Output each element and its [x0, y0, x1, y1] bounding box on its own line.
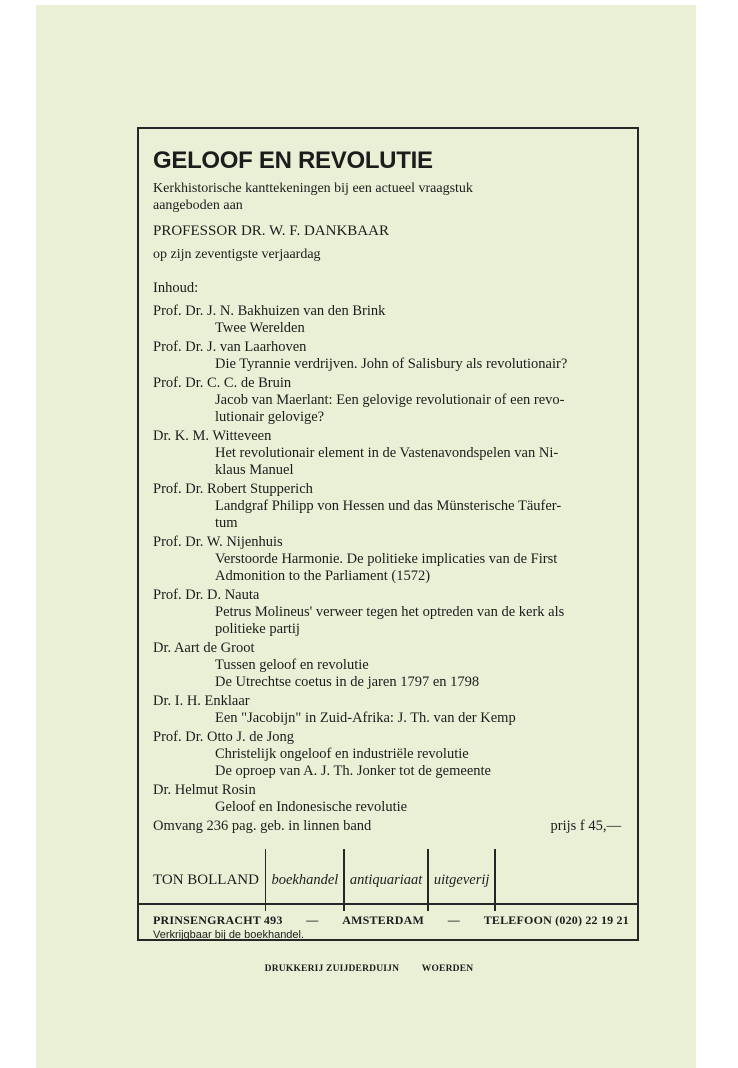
- essay-title-line: Landgraf Philipp von Hessen und das Münsterische Täufer-: [215, 498, 562, 514]
- essay-title-line: Admonition to the Parliament (1572): [215, 568, 431, 584]
- essay-title-line: Geloof en Indonesische revolutie: [215, 799, 408, 815]
- entry-author: Prof. Dr. D. Nauta: [153, 587, 260, 603]
- essay-title-line: Twee Werelden: [215, 320, 305, 336]
- essay-title-line: Die Tyrannie verdrijven. John of Salisbury als revolutionair?: [215, 356, 568, 372]
- contents-entry: [153, 693, 625, 727]
- entry-author: Prof. Dr. Otto J. de Jong: [153, 729, 294, 745]
- printer-place: WOERDEN: [421, 964, 474, 974]
- contents-entry: [153, 339, 625, 373]
- announcement-frame: [137, 127, 639, 941]
- contents-entry: [153, 375, 625, 426]
- occasion: op zijn zeventigste verjaardag: [153, 247, 321, 262]
- entry-essay-title: [153, 746, 625, 780]
- contents-entry: [153, 534, 625, 585]
- contents-entry: [153, 729, 625, 780]
- announcement-content: [153, 147, 625, 835]
- publisher-activity: antiquariaat: [349, 872, 423, 888]
- entry-author: Dr. Helmut Rosin: [153, 782, 256, 798]
- essay-title-line: Het revolutionair element in de Vastenavondspelen van Ni-: [215, 445, 559, 461]
- address-dash: —: [447, 913, 460, 927]
- publisher-address: [153, 913, 629, 927]
- entry-essay-title: [153, 799, 625, 816]
- honoree: PROFESSOR DR. W. F. DANKBAAR: [153, 223, 389, 239]
- essay-title-line: lutionair gelovige?: [215, 409, 325, 425]
- subtitle-line: Kerkhistorische kanttekeningen bij een actueel vraagstuk: [153, 181, 473, 196]
- essay-title-line: De Utrechtse coetus in de jaren 1797 en 1798: [215, 674, 480, 690]
- book-title: GELOOF EN REVOLUTIE: [153, 147, 433, 174]
- subtitle-line: aangeboden aan: [153, 198, 243, 213]
- contents-entry: [153, 587, 625, 638]
- divider-line: [139, 903, 637, 905]
- book-subtitle: [153, 180, 625, 214]
- entry-essay-title: [153, 551, 625, 585]
- essay-title-line: Petrus Molineus' verweer tegen het optreden van de kerk als: [215, 604, 565, 620]
- publisher-activity: uitgeverij: [433, 872, 490, 888]
- book-price: prijs f 45,—: [550, 818, 621, 834]
- contents-entry: [153, 481, 625, 532]
- contents-heading: Inhoud:: [153, 280, 199, 296]
- essay-title-line: tum: [215, 515, 238, 531]
- address-phone: TELEFOON (020) 22 19 21: [483, 913, 629, 927]
- essay-title-line: De oproep van A. J. Th. Jonker tot de gemeente: [215, 763, 491, 779]
- contents-entry: [153, 640, 625, 691]
- publisher-divider: [494, 849, 496, 911]
- entry-author: Dr. K. M. Witteveen: [153, 428, 272, 444]
- essay-title-line: Jacob van Maerlant: Een gelovige revolutionair of een revo-: [215, 392, 565, 408]
- extent-row: [153, 818, 625, 835]
- address-street: PRINSENGRACHT 493: [153, 913, 283, 927]
- entry-essay-title: [153, 445, 625, 479]
- contents-entry: [153, 303, 625, 337]
- essay-title-line: Verstoorde Harmonie. De politieke implicaties van de First: [215, 551, 558, 567]
- flyer-page: [36, 5, 696, 1068]
- entry-essay-title: [153, 356, 625, 373]
- publisher-activity: boekhandel: [271, 872, 339, 888]
- publisher-row: [153, 849, 496, 911]
- essay-title-line: klaus Manuel: [215, 462, 294, 478]
- entry-author: Dr. I. H. Enklaar: [153, 693, 250, 709]
- essay-title-line: Tussen geloof en revolutie: [215, 657, 369, 673]
- entry-author: Prof. Dr. J. N. Bakhuizen van den Brink: [153, 303, 386, 319]
- entry-essay-title: [153, 604, 625, 638]
- printer-name: DRUKKERIJ ZUIJDERDUIJN: [264, 964, 400, 974]
- essay-title-line: Christelijk ongeloof en industriële revolutie: [215, 746, 469, 762]
- address-dash: —: [306, 913, 319, 927]
- address-city: AMSTERDAM: [342, 913, 425, 927]
- essay-title-line: Een "Jacobijn" in Zuid-Afrika: J. Th. van der Kemp: [215, 710, 516, 726]
- entry-essay-title: [153, 710, 625, 727]
- entry-author: Dr. Aart de Groot: [153, 640, 255, 656]
- entry-author: Prof. Dr. W. Nijenhuis: [153, 534, 283, 550]
- contents-entry: [153, 782, 625, 816]
- entry-essay-title: [153, 498, 625, 532]
- printer-credit: [0, 964, 738, 974]
- entry-essay-title: [153, 320, 625, 337]
- table-of-contents: [153, 303, 625, 816]
- entry-author: Prof. Dr. Robert Stupperich: [153, 481, 313, 497]
- entry-essay-title: [153, 392, 625, 426]
- publisher-name: TON BOLLAND: [153, 872, 259, 888]
- entry-author: Prof. Dr. J. van Laarhoven: [153, 339, 307, 355]
- contents-entry: [153, 428, 625, 479]
- book-extent: Omvang 236 pag. geb. in linnen band: [153, 818, 372, 834]
- essay-title-line: politieke partij: [215, 621, 300, 637]
- entry-author: Prof. Dr. C. C. de Bruin: [153, 375, 292, 391]
- availability-note: Verkrijgbaar bij de boekhandel.: [153, 929, 305, 941]
- entry-essay-title: [153, 657, 625, 691]
